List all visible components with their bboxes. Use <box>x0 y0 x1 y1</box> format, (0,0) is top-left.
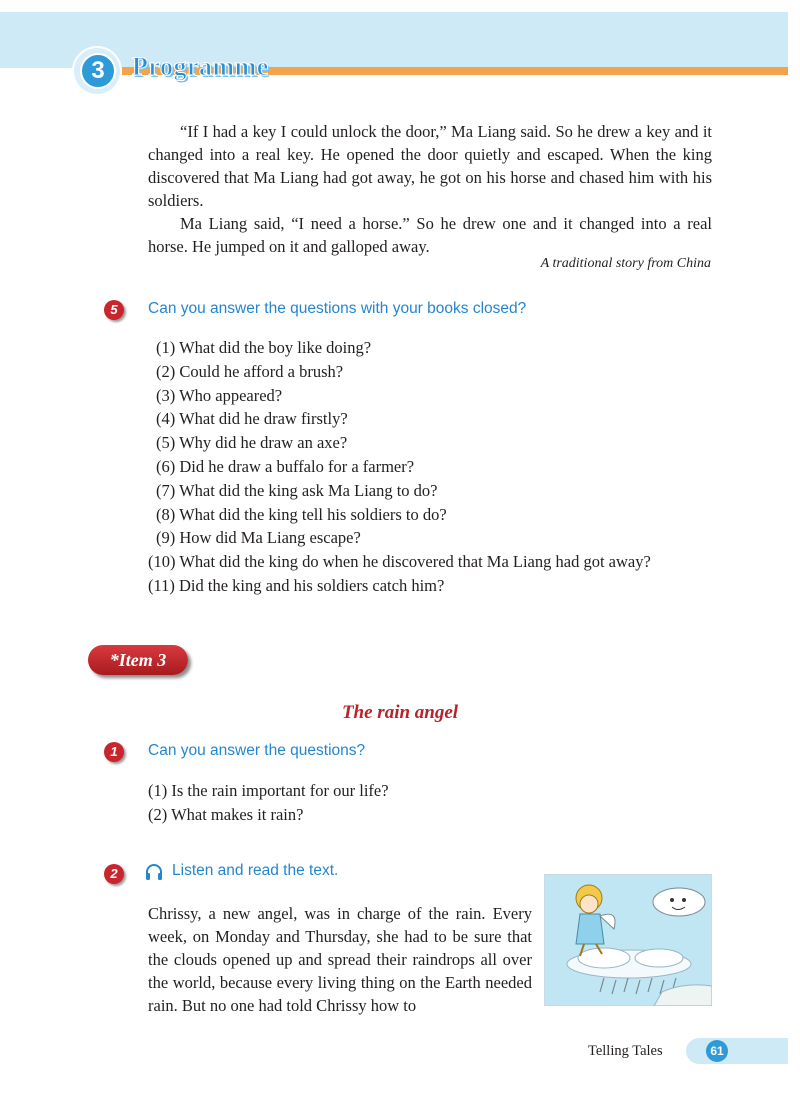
unit-title: Programme <box>132 52 269 81</box>
unit-number-badge: 3 <box>80 53 116 89</box>
rain-angel-illustration <box>544 874 712 1006</box>
story-source: A traditional story from China <box>540 256 711 271</box>
question-item: (1) Is the rain important for our life? <box>148 781 389 800</box>
item-tab: *Item 3 <box>88 645 188 675</box>
exercise-2-badge: 2 <box>104 864 124 884</box>
rain-angel-text: Chrissy, a new angel, was in charge of the rain. Every week, on Monday and Thursday, she had to be sure that the clouds opened up and spread their raindrops all over the world, because every living thing on the Earth needed rain. But no one had told Chrissy how to <box>148 904 532 1015</box>
story-paragraph-2: Ma Liang said, “I need a horse.” So he drew one and it changed into a real horse. He jumped on it and galloped away. <box>148 214 712 256</box>
story-title: The rain angel <box>341 702 459 723</box>
question-item: (8) What did the king tell his soldiers to do? <box>156 504 447 524</box>
footer-book-title: Telling Tales <box>588 1043 663 1059</box>
page-number: 61 <box>706 1040 728 1062</box>
footer-tab <box>686 1038 788 1064</box>
exercise-5-question-list <box>148 338 651 600</box>
question-item: (5) Why did he draw an axe? <box>156 433 348 453</box>
question-item: (3) Who appeared? <box>156 385 283 405</box>
question-item: (2) Could he afford a brush? <box>156 361 344 381</box>
headphones-icon[interactable] <box>144 862 164 882</box>
exercise-5-badge: 5 <box>104 300 124 320</box>
exercise-1-question-list <box>148 781 389 829</box>
question-item: (4) What did he draw firstly? <box>156 409 348 429</box>
question-item: (9) How did Ma Liang escape? <box>156 528 361 548</box>
exercise-2-instruction: Listen and read the text. <box>172 862 339 879</box>
question-item: (1) What did the boy like doing? <box>156 338 372 357</box>
exercise-5-instruction: Can you answer the questions with your books closed? <box>148 300 527 317</box>
story-paragraph-1: “If I had a key I could unlock the door,” Ma Liang said. So he drew a key and it changed into a real key. He opened the door quietly and escaped. When the king discovered that Ma Liang had got away, he got on his horse and chased him with his soldiers. <box>148 122 712 210</box>
question-item: (6) Did he draw a buffalo for a farmer? <box>156 456 415 476</box>
question-item: (2) What makes it rain? <box>148 804 304 824</box>
exercise-1-badge: 1 <box>104 742 124 762</box>
exercise-1-instruction: Can you answer the questions? <box>148 742 366 759</box>
question-item: (10) What did the king do when he discovered that Ma Liang had got away? <box>148 552 651 572</box>
question-item: (11) Did the king and his soldiers catch him? <box>148 575 445 595</box>
question-item: (7) What did the king ask Ma Liang to do? <box>156 480 438 500</box>
